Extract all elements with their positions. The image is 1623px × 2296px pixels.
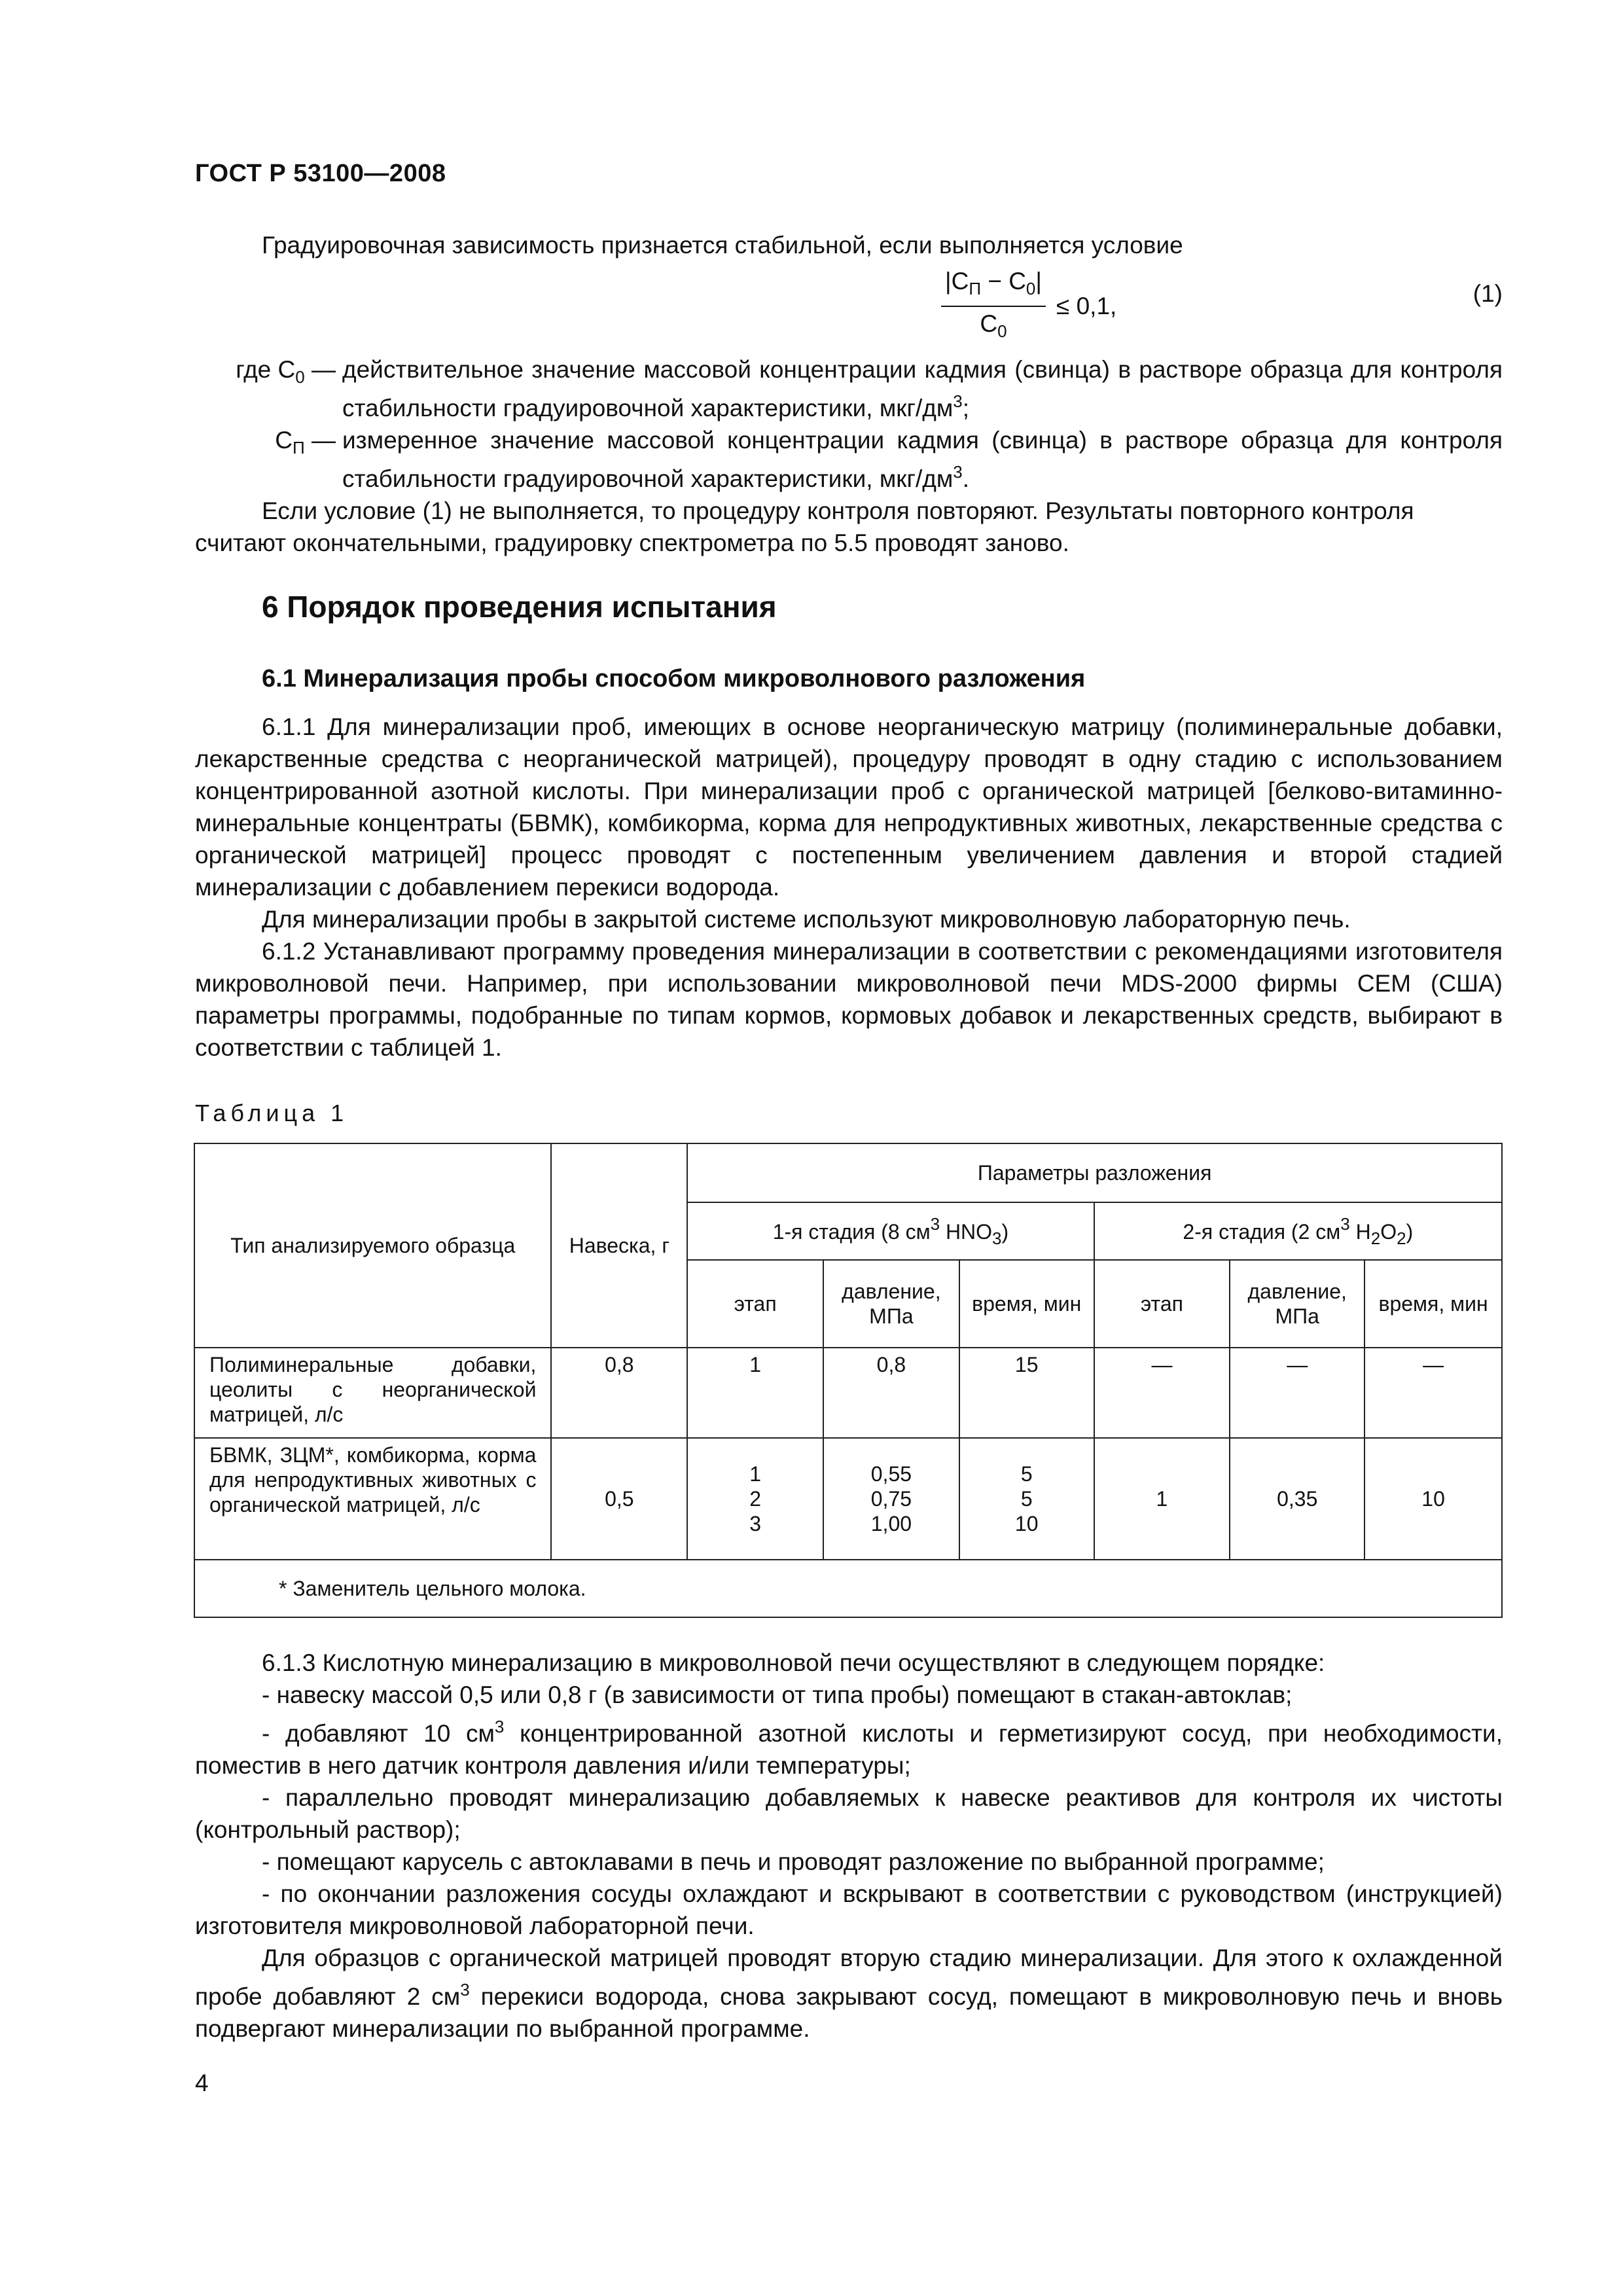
- paragraph-6-1-3: 6.1.3 Кислотную минерализацию в микроволновой печи осуществляют в следующем порядке:: [262, 1649, 1325, 1676]
- header-s1-stage: этап: [687, 1260, 823, 1348]
- header-stage-2: 2-я стадия (2 $см^3$ $H_2O_2$): [1094, 1202, 1502, 1260]
- paragraph-6-1-1: 6.1.1 Для минерализации проб, имеющих в основе неорганическую матрицу (полиминеральные добавки, лекарственные средства с неорганической матрицей), процедуру проводят в одну стадию с использованием концентрированной азотной кислоты. При минерализации проб с органической матрицей [белково-витаминно-минеральные концентраты (БВМК), комбикорма, корма для непродуктивных животных, лекарственные средства с органической матрицей] процесс проводят с постепенным увеличением давления и второй стадией минерализации с добавлением перекиси водорода.: [195, 713, 1503, 901]
- row2-s2-time: 10: [1364, 1438, 1502, 1560]
- list-item: - навеску массой 0,5 или 0,8 г (в зависимости от типа пробы) помещают в стакан-автоклав;: [262, 1681, 1293, 1708]
- paragraph-second-stage: Для образцов с органической матрицей проводят вторую стадию минерализации. Для этого к охлажденной пробе добавляют 2 $см^3$ перекиси водорода, снова закрывают сосуд, помещают в микроволновую печь и вновь подвергают минерализации по выбранной программе.: [195, 1945, 1503, 2042]
- table-caption: Таблица 1: [195, 1100, 349, 1126]
- row1-s2-stage: —: [1094, 1348, 1230, 1438]
- formula-1: [195, 268, 1503, 344]
- list-item: - добавляют 10 $см^3$ концентрированной азотной кислоты и герметизируют сосуд, при необходимости, поместив в него датчик контроля давления и/или температуры;: [195, 1717, 1503, 1779]
- where-definitions: [195, 353, 1503, 559]
- row2-s2-stage: 1: [1094, 1438, 1230, 1560]
- paragraph-microwave: Для минерализации пробы в закрытой системе используют микроволновую лабораторную печь.: [262, 906, 1351, 933]
- formula-numerator: $|C_П - C_0|$: [941, 267, 1046, 307]
- header-sample-type: Тип анализируемого образца: [194, 1143, 551, 1348]
- table-row: [194, 1438, 1502, 1560]
- definition-c0: где $C_0$ — действительное значение массовой концентрации кадмия (свинца) в растворе образца для контроля стабильности градуировочной характеристики, мкг/$дм^3$;: [236, 356, 1503, 422]
- section-6-1-body: [195, 711, 1503, 1064]
- row2-weight: 0,5: [551, 1438, 687, 1560]
- row1-s2-time: —: [1364, 1348, 1502, 1438]
- formula-expression: [941, 268, 1116, 344]
- row2-s1-stage: 1 2 3: [687, 1438, 823, 1560]
- document-code-header: ГОСТ Р 53100—2008: [195, 160, 446, 187]
- header-weight: Навеска, г: [551, 1143, 687, 1348]
- row1-weight: 0,8: [551, 1348, 687, 1438]
- header-s2-stage: этап: [1094, 1260, 1230, 1348]
- header-decomposition-params: Параметры разложения: [687, 1143, 1502, 1202]
- row1-s1-stage: 1: [687, 1348, 823, 1438]
- section-6-heading: 6 Порядок проведения испытания: [262, 590, 777, 624]
- intro-text: Градуировочная зависимость признается стабильной, если выполняется условие: [262, 232, 1183, 259]
- row2-s1-pressure: 0,55 0,75 1,00: [823, 1438, 959, 1560]
- table-footnote: * Заменитель цельного молока.: [194, 1560, 1502, 1617]
- row2-s1-time: 5 5 10: [959, 1438, 1094, 1560]
- list-item: - помещают карусель с автоклавами в печь и проводят разложение по выбранной программе;: [262, 1848, 1325, 1875]
- table-1: [194, 1143, 1503, 1618]
- row1-s1-time: 15: [959, 1348, 1094, 1438]
- row1-s2-pressure: —: [1230, 1348, 1364, 1438]
- list-item: - по окончании разложения сосуды охлаждают и вскрывают в соответствии с руководством (инструкцией) изготовителя микроволновой лабораторной печи.: [195, 1880, 1503, 1939]
- row2-s2-pressure: 0,35: [1230, 1438, 1364, 1560]
- table-row: [194, 1348, 1502, 1438]
- table-header-row-1: [194, 1143, 1502, 1202]
- header-s1-pressure: давление, МПа: [823, 1260, 959, 1348]
- paragraph-6-1-2: 6.1.2 Устанавливают программу проведения минерализации в соответствии с рекомендациями изготовителя микроволновой печи. Например, при использовании микроволновой печи MDS-2000 фирмы СЕМ (США) параметры программы, подобранные по типам кормов, кормовых добавок и лекарственных средств, выбирают в соответствии с таблицей 1.: [195, 938, 1503, 1061]
- formula-denominator: $C_0$: [980, 310, 1007, 341]
- definition-cp: $C_П$ — измеренное значение массовой концентрации кадмия (свинца) в растворе образца для контроля стабильности градуировочной характеристики, мкг/$дм^3$.: [275, 427, 1503, 492]
- section-6-1-heading: 6.1 Минерализация пробы способом микроволнового разложения: [262, 665, 1086, 692]
- row1-sample-type: Полиминеральные добавки, цеолиты с неорганической матрицей, л/с: [194, 1348, 551, 1438]
- repeat-control-paragraph: Если условие (1) не выполняется, то процедуру контроля повторяют. Результаты повторного контроля считают окончательными, градуировку спектрометра по 5.5 проводят заново.: [195, 497, 1414, 556]
- page-number: 4: [195, 2070, 209, 2096]
- header-s2-time: время, мин: [1364, 1260, 1502, 1348]
- row2-sample-type: БВМК, ЗЦМ*, комбикорма, корма для непродуктивных животных с органической матрицей, л/с: [194, 1438, 551, 1560]
- list-item: - параллельно проводят минерализацию добавляемых к навеске реактивов для контроля их чистоты (контрольный раствор);: [195, 1784, 1503, 1843]
- table-footnote-row: [194, 1560, 1502, 1617]
- row1-s1-pressure: 0,8: [823, 1348, 959, 1438]
- formula-relation: ≤ 0,1,: [1056, 293, 1117, 319]
- formula-fraction: [941, 267, 1046, 346]
- intro-paragraph: [195, 229, 1503, 261]
- header-stage-1: 1-я стадия (8 $см^3$ $HNO_3$): [687, 1202, 1094, 1260]
- equation-number: (1): [1472, 280, 1503, 307]
- header-s1-time: время, мин: [959, 1260, 1094, 1348]
- section-6-1-3-body: [195, 1647, 1503, 2045]
- header-s2-pressure: давление, МПа: [1230, 1260, 1364, 1348]
